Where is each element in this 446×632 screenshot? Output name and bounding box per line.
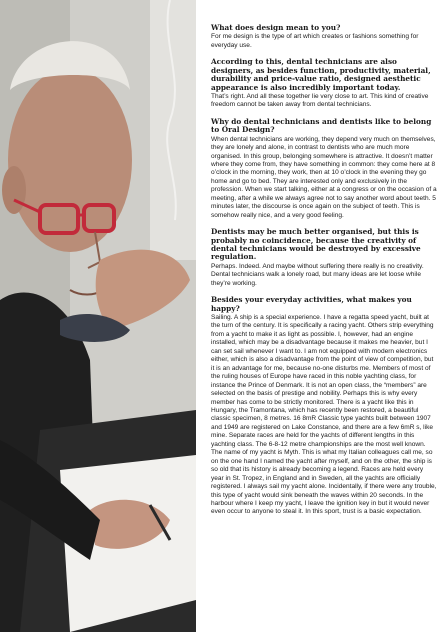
question-heading: According to this, dental technicians are also designers, as besides function, productivity, material, durability and price-value ratio, designed aesthetic appearance is also incredibly important today.: [211, 57, 431, 92]
qa-block: [211, 228, 437, 288]
answer-paragraph: That’s right. And all these together lie very close to art. This kind of creative freedom cannot be taken away from dental technicians.: [211, 92, 429, 109]
interview-text: [211, 24, 437, 525]
question-heading: Dentists may be much better organised, but this is probably no coincidence, because the creativity of dental technicians would be destroyed by excessive regulation.: [211, 227, 421, 262]
portrait-photo: [0, 0, 196, 632]
qa-block: [211, 296, 437, 517]
portrait-photo-icon: [0, 0, 196, 632]
answer-paragraph: When dental technicians are working, they depend very much on themselves, they are lonely and alone, in contrast to dentists who are much more organised. In this group, belonging somewhere is attractive. It doesn’t matter where they come from, they have something in common: they come here at 8 o’clock in the morning, they work, then at 10 o’clock in the evening they go home and go to bed. They are interested only and exclusively in the profession. When we start talking, either at a congress or on the occasion of a meeting, after a while we always agree not to say another word about teeth. 5 minutes later, the discourse is once again on the subject of teeth. This is somehow really nice, and a very good feeling.: [211, 135, 437, 219]
qa-block: [211, 118, 437, 220]
answer-paragraph: Perhaps. Indeed. And maybe without suffering there really is no creativity. Dental technicians walk a lonely road, but many ideas are let loose while they’re working.: [211, 262, 424, 287]
answer-paragraph: For me design is the type of art which creates or fashions something for everyday use.: [211, 33, 419, 49]
question-heading: What does design mean to you?: [211, 23, 341, 32]
qa-block: [211, 24, 437, 50]
question-heading: Besides your everyday activities, what makes you happy?: [211, 295, 412, 313]
question-heading: Why do dental technicians and dentists like to belong to Oral Design?: [211, 116, 432, 135]
answer-paragraph: Sailing. A ship is a special experience. I have a regatta speed yacht, built at the turn of the century. It is specifically a racing yacht. Others strip everything from a yacht to make it as light as possible. I, however, had an engine installed, which may be a disadvantage because it makes me heavier, but I can set sail whenever I want to. I am not equipped with modern electronics either, which is also a disadvantage from the point of view of competition, but it is an advantage for me, because no-one disturbs me. Members of most of the ruling houses of Europe have raced in this noble yachting class, for instance the Prince of Denmark. It is not an open class, the “members” are selected on the basis of prestige and nobility. Perhaps this is why every member has come to be strictly monitored. There is a yacht like this in Hungary, the Tramontana, which has recently been restored, a beautiful classic specimen, 8 metres. 16 8mR Classic type yachts built between 1907 and 1949 are registered on Lake Constance, and there are a few 6mR s, like mine. Separate races are held for the yachts of different lengths in this yachting class. The 6-8-12 metre championships are the most well known. The name of my yacht is Myth. This is what my Italian colleagues call me, so on the one hand I named the yacht after myself, and on the other, the ship is so old that its history is already becoming a legend. Races are held every year in St. Tropez, in England and in Sweden, all the yachts are officially registered. I always sail my yacht alone. Incidentally, if there were any trouble, this type of yacht would sink beneath the waves within 20 seconds. In the harbour where I keep my yacht, I leave the ignition key in but it would never even occur to anyone to steal it. In this sport, trust is a basic expectation.: [211, 313, 437, 516]
qa-block: [211, 58, 437, 110]
